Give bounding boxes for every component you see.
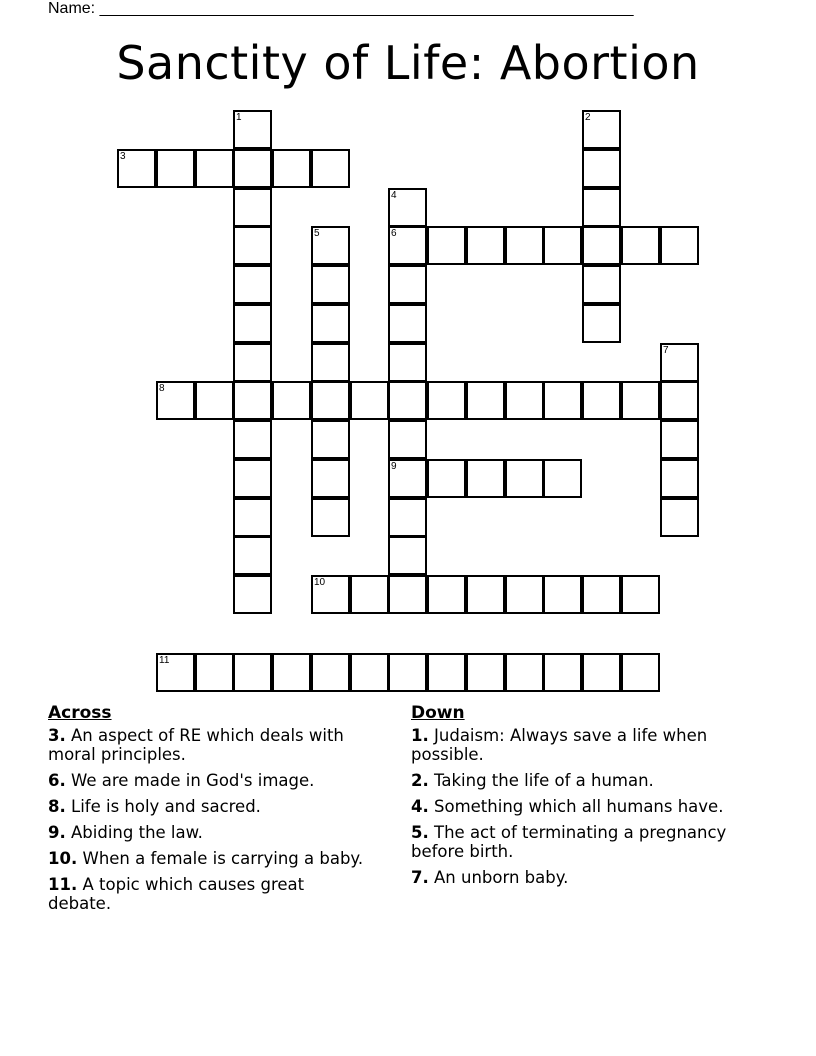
across-clue: 3. An aspect of RE which deals with moral principles. (48, 726, 344, 764)
grid-cell[interactable] (311, 575, 350, 614)
grid-cell[interactable] (505, 653, 544, 692)
grid-cell[interactable] (311, 459, 350, 498)
grid-cell[interactable] (233, 459, 272, 498)
grid-cell[interactable] (505, 226, 544, 265)
grid-cell[interactable] (505, 459, 544, 498)
grid-cell[interactable] (233, 381, 272, 420)
clue-number: 6 (48, 771, 60, 790)
grid-cell[interactable] (233, 498, 272, 537)
grid-cell[interactable] (311, 498, 350, 537)
clue-text: Taking the life of a human. (434, 771, 654, 790)
clue-text: We are made in God's image. (71, 771, 315, 790)
grid-cell[interactable] (233, 304, 272, 343)
name-field[interactable]: Name: ____________________________________________________________ (48, 0, 634, 17)
grid-cell[interactable] (582, 110, 621, 149)
grid-cell[interactable] (117, 149, 156, 188)
grid-cell[interactable] (427, 226, 466, 265)
grid-cell[interactable] (543, 459, 582, 498)
grid-cell[interactable] (388, 304, 427, 343)
grid-cell[interactable] (311, 304, 350, 343)
grid-cell[interactable] (621, 653, 660, 692)
clue-number: 4 (411, 797, 423, 816)
clue-number: 5 (411, 823, 423, 842)
cell-number: 11 (159, 655, 170, 666)
grid-cell[interactable] (582, 188, 621, 227)
grid-cell[interactable] (311, 226, 350, 265)
across-clue: 8. Life is holy and sacred. (48, 797, 261, 816)
grid-cell[interactable] (233, 653, 272, 692)
grid-cell[interactable] (582, 265, 621, 304)
down-clues (411, 703, 761, 894)
grid-cell[interactable] (621, 381, 660, 420)
grid-cell[interactable] (388, 575, 427, 614)
grid-cell[interactable] (543, 653, 582, 692)
grid-cell[interactable] (195, 653, 234, 692)
grid-cell[interactable] (543, 226, 582, 265)
clue-text: An unborn baby. (434, 868, 569, 887)
clue-number: 3 (48, 726, 60, 745)
grid-cell[interactable] (543, 575, 582, 614)
grid-cell[interactable] (466, 575, 505, 614)
cell-number: 6 (391, 228, 397, 239)
grid-cell[interactable] (233, 536, 272, 575)
grid-cell[interactable] (466, 459, 505, 498)
clue-text: An aspect of RE which deals with moral principles. (48, 726, 344, 764)
grid-cell[interactable] (466, 653, 505, 692)
clue-number: 2 (411, 771, 423, 790)
grid-cell[interactable] (156, 381, 195, 420)
grid-cell[interactable] (543, 381, 582, 420)
down-clue: 1. Judaism: Always save a life when possible. (411, 726, 708, 764)
grid-cell[interactable] (427, 575, 466, 614)
across-clue: 10. When a female is carrying a baby. (48, 849, 364, 868)
grid-cell[interactable] (388, 653, 427, 692)
grid-cell[interactable] (505, 381, 544, 420)
down-clue: 2. Taking the life of a human. (411, 771, 654, 790)
cell-number: 2 (585, 112, 591, 123)
grid-cell[interactable] (660, 343, 699, 382)
grid-cell[interactable] (388, 188, 427, 227)
clue-number: 1 (411, 726, 423, 745)
cell-number: 1 (236, 112, 242, 123)
clue-number: 8 (48, 797, 60, 816)
down-clue: 7. An unborn baby. (411, 868, 569, 887)
grid-cell[interactable] (388, 498, 427, 537)
grid-cell[interactable] (582, 575, 621, 614)
grid-cell[interactable] (388, 459, 427, 498)
grid-cell[interactable] (582, 381, 621, 420)
cell-number: 4 (391, 190, 397, 201)
cell-number: 9 (391, 461, 397, 472)
grid-cell[interactable] (156, 653, 195, 692)
grid-cell[interactable] (660, 226, 699, 265)
grid-cell[interactable] (350, 381, 389, 420)
grid-cell[interactable] (350, 575, 389, 614)
grid-cell[interactable] (311, 381, 350, 420)
clue-number: 9 (48, 823, 60, 842)
grid-cell[interactable] (233, 575, 272, 614)
grid-cell[interactable] (388, 420, 427, 459)
grid-cell[interactable] (621, 226, 660, 265)
grid-cell[interactable] (350, 653, 389, 692)
grid-cell[interactable] (233, 149, 272, 188)
grid-cell[interactable] (660, 420, 699, 459)
clue-text: The act of terminating a pregnancy before birth. (411, 823, 727, 861)
grid-cell[interactable] (427, 653, 466, 692)
clue-text: A topic which causes great debate. (48, 875, 305, 913)
grid-cell[interactable] (427, 381, 466, 420)
clue-number: 11 (48, 875, 71, 894)
across-heading: Across (48, 703, 112, 723)
grid-cell[interactable] (272, 149, 311, 188)
grid-cell[interactable] (582, 304, 621, 343)
grid-cell[interactable] (388, 536, 427, 575)
cell-number: 10 (314, 577, 326, 588)
grid-cell[interactable] (311, 265, 350, 304)
grid-cell[interactable] (388, 381, 427, 420)
clue-text: Judaism: Always save a life when possible. (411, 726, 708, 764)
grid-cell[interactable] (233, 188, 272, 227)
clue-text: Life is holy and sacred. (71, 797, 261, 816)
cell-number: 3 (120, 151, 126, 162)
clue-number: 7 (411, 868, 423, 887)
across-clue: 6. We are made in God's image. (48, 771, 315, 790)
grid-cell[interactable] (388, 343, 427, 382)
grid-cell[interactable] (311, 343, 350, 382)
grid-cell[interactable] (466, 226, 505, 265)
grid-cell[interactable] (388, 226, 427, 265)
grid-cell[interactable] (582, 226, 621, 265)
down-clue: 4. Something which all humans have. (411, 797, 724, 816)
cell-number: 5 (314, 228, 320, 239)
page-title: Sanctity of Life: Abortion (116, 36, 700, 90)
grid-cell[interactable] (233, 226, 272, 265)
clue-text: Abiding the law. (71, 823, 203, 842)
cell-number: 7 (663, 345, 669, 356)
clue-number: 10 (48, 849, 71, 868)
grid-cell[interactable] (427, 459, 466, 498)
grid-cell[interactable] (505, 575, 544, 614)
clue-text: When a female is carrying a baby. (82, 849, 364, 868)
grid-cell[interactable] (233, 110, 272, 149)
down-heading: Down (411, 703, 465, 723)
grid-cell[interactable] (272, 653, 311, 692)
grid-cell[interactable] (582, 149, 621, 188)
grid-cell[interactable] (233, 420, 272, 459)
down-clue: 5. The act of terminating a pregnancy before birth. (411, 823, 727, 861)
across-clue: 9. Abiding the law. (48, 823, 203, 842)
grid-cell[interactable] (233, 265, 272, 304)
across-clues (48, 703, 368, 920)
grid-cell[interactable] (233, 343, 272, 382)
grid-cell[interactable] (660, 459, 699, 498)
grid-cell[interactable] (311, 653, 350, 692)
grid-cell[interactable] (660, 381, 699, 420)
grid-cell[interactable] (311, 420, 350, 459)
grid-cell[interactable] (388, 265, 427, 304)
grid-cell[interactable] (195, 149, 234, 188)
grid-cell[interactable] (311, 149, 350, 188)
across-clue: 11. A topic which causes great debate. (48, 875, 305, 913)
grid-cell[interactable] (582, 653, 621, 692)
grid-cell[interactable] (195, 381, 234, 420)
grid-cell[interactable] (621, 575, 660, 614)
grid-cell[interactable] (156, 149, 195, 188)
grid-cell[interactable] (272, 381, 311, 420)
grid-cell[interactable] (660, 498, 699, 537)
clue-text: Something which all humans have. (434, 797, 724, 816)
grid-cell[interactable] (466, 381, 505, 420)
cell-number: 8 (159, 383, 165, 394)
